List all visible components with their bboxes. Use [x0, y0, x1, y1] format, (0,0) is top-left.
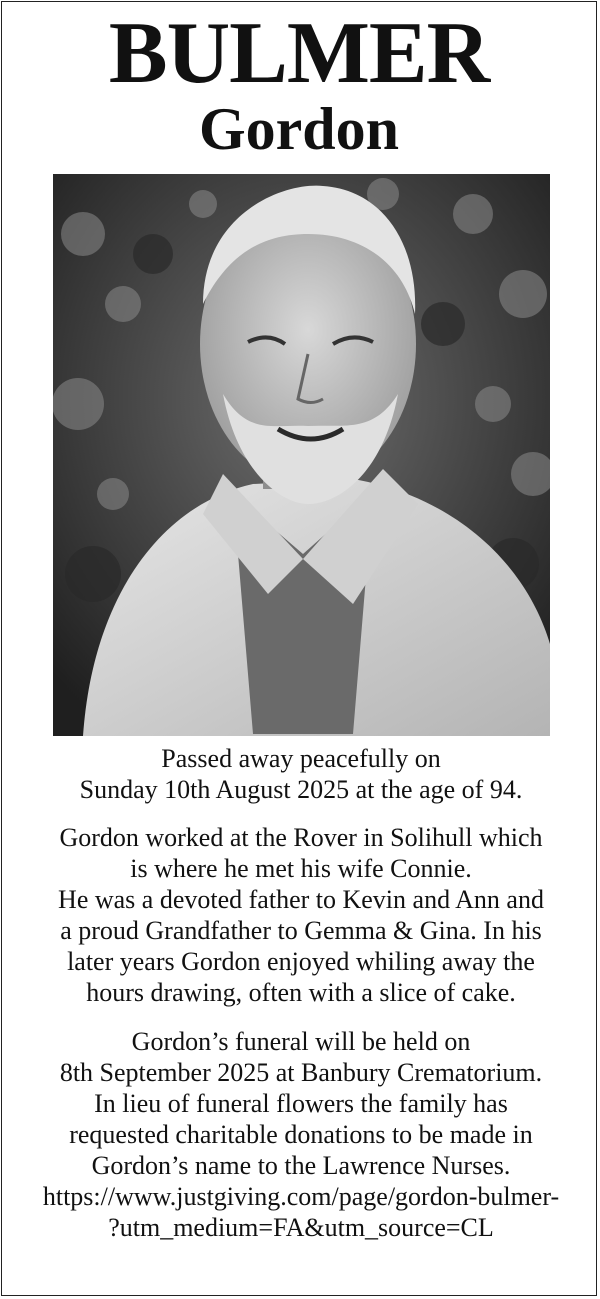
funeral-line: In lieu of funeral flowers the family has: [94, 1089, 508, 1118]
portrait-photo: [53, 174, 550, 736]
passing-line: Passed away peacefully on: [161, 744, 441, 773]
life-paragraph: [8, 822, 594, 1008]
funeral-paragraph: [8, 1026, 594, 1243]
life-line: a proud Grandfather to Gemma & Gina. In his: [60, 916, 542, 945]
funeral-line: requested charitable donations to be made in: [69, 1120, 533, 1149]
surname-heading: BULMER: [108, 5, 490, 102]
donation-link[interactable]: https://www.justgiving.com/page/gordon-bulmer-: [42, 1182, 560, 1211]
passing-paragraph: [8, 743, 594, 805]
life-line: He was a devoted father to Kevin and Ann and: [58, 885, 544, 914]
life-line: later years Gordon enjoyed whiling away the: [67, 947, 535, 976]
funeral-line: Gordon’s funeral will be held on: [131, 1027, 471, 1056]
life-line: is where he met his wife Connie.: [130, 854, 472, 883]
forename-heading: Gordon: [198, 96, 400, 162]
life-line: Gordon worked at the Rover in Solihull which: [59, 823, 543, 852]
donation-link-query[interactable]: ?utm_medium=FA&utm_source=CL: [108, 1213, 494, 1242]
notice-frame: [1, 1, 597, 1296]
funeral-line: 8th September 2025 at Banbury Crematorium.: [59, 1058, 543, 1087]
funeral-line: Gordon’s name to the Lawrence Nurses.: [91, 1151, 511, 1180]
portrait-photo-illustration: [53, 174, 550, 736]
passing-line: Sunday 10th August 2025 at the age of 94.: [79, 775, 523, 804]
life-line: hours drawing, often with a slice of cake.: [86, 978, 516, 1007]
